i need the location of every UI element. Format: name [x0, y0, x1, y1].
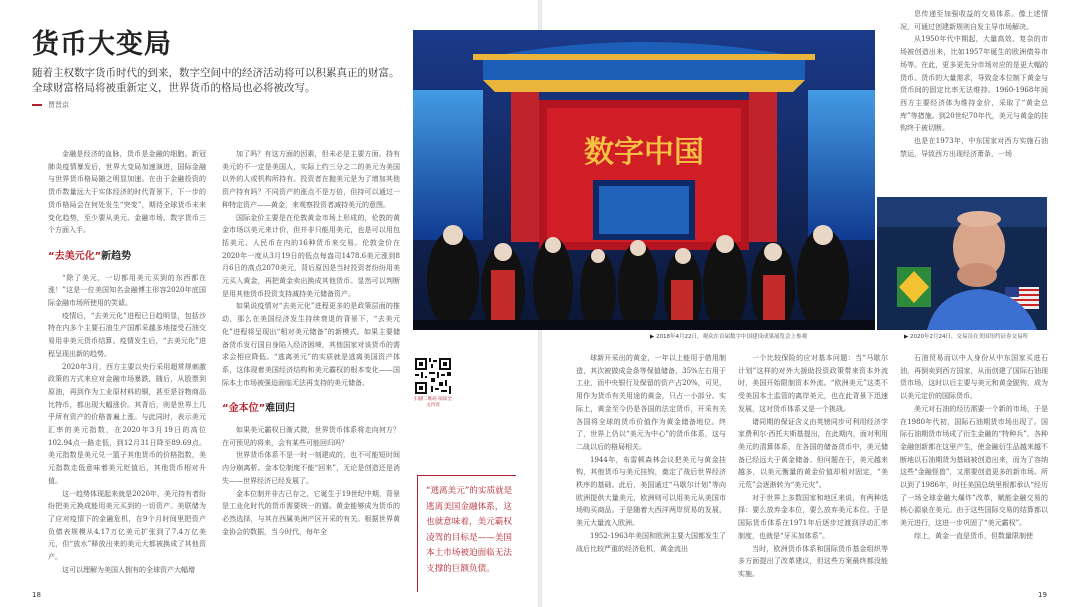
column-2: [222, 148, 400, 590]
sign-text: 数字中国: [584, 135, 704, 170]
paragraph: 球新开采出的黄金，一年以上能用于借用制造，其次被做成金条等保值储备，35%左右用于工业，而中央银行及保留的资产占20%，可见，用作为货币有关用途的黄金，只占一小部分。实际上，黄金至今仍是各国的法定货币，开采有关各国将全球的货币价值作为黄金储备地位。终了，世界上仍以“美元为中心”的货币体系，这与二战以后的格局相关。: [576, 354, 726, 451]
paragraph: 综上，黄金一直是货币，但数量限制使: [914, 531, 1033, 540]
pull-quote-text: “逃离美元”的实质就是逃离美国金融体系，这也就意味着，美元霸权凌驾的目标是——美国本土市场被迫面临无法支撑的巨额负债。: [426, 486, 513, 574]
paragraph: 这一趋势体现起来就是2020年，美元持有者纷纷把美元换成能用美元买到的一切资产。美联储为了应对疫情下的金融危机，在9个月时间里把资产负债表规模从4.17万亿美元扩张到了7.4万亿美元，但“放水”释放出来的美元大都被换成了其他资产。: [48, 489, 206, 562]
paragraph: 国际金价主要是在伦敦黄金市场上形成的，伦敦的黄金市场以美元来计价，但并非只能用美元，也是可以用包括美元、人民币在内的16种货币来交易。伦敦金价在2020年一度从3月19日的低点每盎司1478.6美元涨到8月6日的高点2070美元，背后原因是当时投资者纷纷用美元买入黄金，再把黄金卖出换成其他货币。显然可以判断是用其他货币投资支持减持美元储备资产。: [222, 213, 400, 298]
paragraph: 当时，欧洲货币体系和国际货币基金组织等多方面提出了改革建议，但这些方案最终都没能实施。: [738, 544, 888, 578]
photo-caption-2: ▶ 2020年2月24日，交易员在美国纽约证券交易所: [904, 334, 1028, 340]
qr-code-icon: [413, 356, 453, 396]
paragraph: 如果美元霸权日渐式微，世界货币体系将走向何方？在可预见的将来，会有某些可能回归吗？: [222, 426, 400, 447]
paragraph: 疫情后，“去美元化”进程已日趋明显，包括沙特在内多个主要石油生产国都采越多地接受石油交易用非美元货币结算。疫情发生后，“去美元化”进程呈现出新的趋势。: [48, 311, 206, 358]
paragraph: 世界货币体系不是一时一刻建成的，也不可能短时间内分崩离析。金本位制度不能“回来”，无论是创造还是消失——世界经济已经发展了。: [222, 451, 400, 485]
paragraph: 对于世界上多数国家和地区来说，有两种选择：要么放弃金本位，要么放弃美元本位。于是国际货币体系在1971年后逐步过渡到浮动汇率制度，也就是“牙买加体系”。: [738, 493, 888, 540]
page-number-left: 18: [32, 591, 41, 599]
paragraph: “除了美元，一切都用美元买到的东西都在涨！”这是一位美国知名金融博主形容2020年底国际金融市场所使用的笑谑。: [48, 273, 206, 308]
column-5-lower: [900, 352, 1048, 590]
paragraph: 诸同期的保证含义由英镑同步可利用经济学家费利尔·西托夫斯基提出，在此期内，面对利用美元的清算体系，在各国的储备货币中，美元储备已经远大于黄金储备。但问题在于，美元越来越多，以美元衡量的黄金价值却相对固定，“美元荒”会逐渐转为“美元灾”。: [738, 417, 888, 490]
paragraph: 石油贸易而以中人身份从中东国家买进石油，再倒卖到西方国家，从而创建了国际石油现货市场，这时以后主要与美元和黄金脱钩，成为以美元定价的国际货币。: [900, 354, 1048, 401]
qr-code[interactable]: [413, 356, 453, 396]
paragraph: 美元对石油的经历需要一个新的市场，于是在1980年代初，国际石油期货市场出现了。国际石油期货市场成了衍生金融的“特种兵”，各种金融创新都在这里产生，使金融衍生品越来越不断地以石油期货为基础被创造出来，而为了容纳这些“金融怪兽”，又需要创造更多的新市场。所以到了1986年，时任美国总统里根都承认“经历了一场全球金融大爆炸”改革，赋能金融交易的核心源泉在美元。由于这些国际交易的结算都以美元进行，这进一步巩固了“美元霸权”。: [900, 404, 1048, 528]
paragraph: 金融是经济的血脉，货币是金融的细胞。新冠肺炎疫情暴发后，世界大变局加速演进，国际金融与世界货币格局随之明显加速。在由于金融投资的货币数量远大于实体经济的时代背景下，下一步的货币格局会在何处发生“突变”，期待全球货币未来变化趋势，至少要从美元、金融市场、数字货币三个方面入手。: [48, 150, 206, 235]
column-5-upper: [900, 8, 1048, 190]
paragraph: 一个比较保险的应对基本问题：当“马歇尔计划”这样的对外大援助投资政策带来资本外流时，美国开始限制资本外流。“欧洲美元”这类不受美国本土监管的离岸美元，也在此背景下迅速发展，这对货币体系又是一个挑战。: [738, 354, 888, 413]
column-1: [48, 148, 206, 590]
paragraph: 如果说疫情对“去美元化”进程更多的是政策层面的推动，那么在美国经济发生持续衰退的背景下，“去美元化”进程将呈现出“相对美元储备”的新模式。如果主要储备货币发行国自身陷入经济困境，其他国家对该货币的需求会相应降低。“逃离美元”的实质就是逃离美国资产体系，这体现着美国经济结构和美元霸权的根本变化——国际本土市场被强迫面临无法再支持的美元储备。: [222, 302, 400, 387]
byline-bar: [32, 104, 42, 106]
subhead-de-dollarization: “去美元化”新趋势: [48, 250, 132, 262]
paragraph: 加了吗？有这方面的因素，但未必是主要方面。持有美元的不一定是美国人，实际上约三分之二的美元为美国以外的人或机构所持有。投资者在抛美元是为了增加其他资产持有吗？不同资产的涨点不是万倍，但持可以通过一种特定资产——黄金，来观察投资者减持美元的意图。: [222, 150, 400, 209]
expo-photo: [413, 30, 875, 330]
expo-photo-illustration: [413, 30, 875, 330]
column-3: [576, 352, 726, 590]
paragraph: 这可以理解为美国人拥有的全球资产大幅增: [62, 565, 195, 574]
paragraph: 1952-1963年美国和欧洲主要大国都发生了战后比较严重的经济危机，黄金流出: [576, 531, 726, 553]
page-number-right: 19: [1038, 591, 1047, 599]
paragraph: 从1950年代中期起，大量高效、复杂的市场被创造出来，比如1957年诞生的欧洲债券市场等。在此，更多更先分市场对应的是更大幅的货币。货币的大量需求，导致金本位制下黄金与货币间的固定比率无法维持。1960-1968年间西方主要经济体为维持金价，采取了“黄金总库”等措施。到20世纪70年代，美元与黄金的挂钩终于被切断。: [900, 35, 1048, 133]
column-4: [738, 352, 888, 590]
author-name: 贾晋京: [48, 101, 69, 109]
byline: [32, 100, 69, 110]
trader-photo: [877, 197, 1047, 330]
qr-caption: 扫描二维码 阅读全文内容: [414, 397, 452, 408]
article-deck: 随着主权数字货币时代的到来，数字空间中的经济活动将可以积累真正的财富。全球财富格局将被重新定义，世界货币的格局也必将被改写。: [32, 67, 400, 94]
paragraph: 也是在1973年，中东国家对西方实施石油禁运，导致西方出现经济萧条，一场: [900, 137, 1048, 158]
paragraph: 1944年，布雷顿森林会议把美元与黄金挂钩，其他货币与美元挂钩，奠定了战后世界经济秩序的基础。此后，美国通过“马歇尔计划”等向欧洲提供大量美元，欧洲则可以用美元从美国市场购买商品。于是随着大西洋两岸贸易的发展，美元大量流入欧洲。: [576, 455, 726, 528]
photo-caption-1: ▶ 2018年4月22日，观众在首届数字中国建设成果展览会上参观: [650, 334, 807, 340]
paragraph: 2020年3月，西方主要以央行采用超常规刺激政策的方式来应对金融市场暴跌，随后，从股票到原油，再到作为工业原材料的铜，甚至是谷物商品比特币，都出现大幅涨价。其背后，则是世界上几乎所有资产的价格普遍上涨。与此同时，表示美元汇率的美元指数，在2020年3月19日的高位102.94点一路走低，到12月31日降至89.69点。美元指数是美元兑一篮子其他货币的价格指数，美元指数走低意味着美元贬值后，其他货币相对升值。: [48, 362, 206, 485]
paragraph: 金本位制并非古已存之，它诞生于19世纪中期，背景是工业化时代的货币需要统一的锚。黄金能够成为货币的必然选择，与其在西属美洲产区开采的有关。根据世界黄金协会的数据，当今时代，每年全: [222, 489, 400, 536]
pull-quote: [417, 475, 516, 592]
paragraph: 息传递至加强收益的交易体系。像上述情况，可通过创建新规则自发主导市场解决。: [900, 10, 1048, 31]
trader-photo-illustration: [877, 197, 1047, 330]
subhead-gold-standard: “金本位”难回归: [222, 403, 296, 415]
article-title: 货币大变局: [32, 29, 172, 60]
